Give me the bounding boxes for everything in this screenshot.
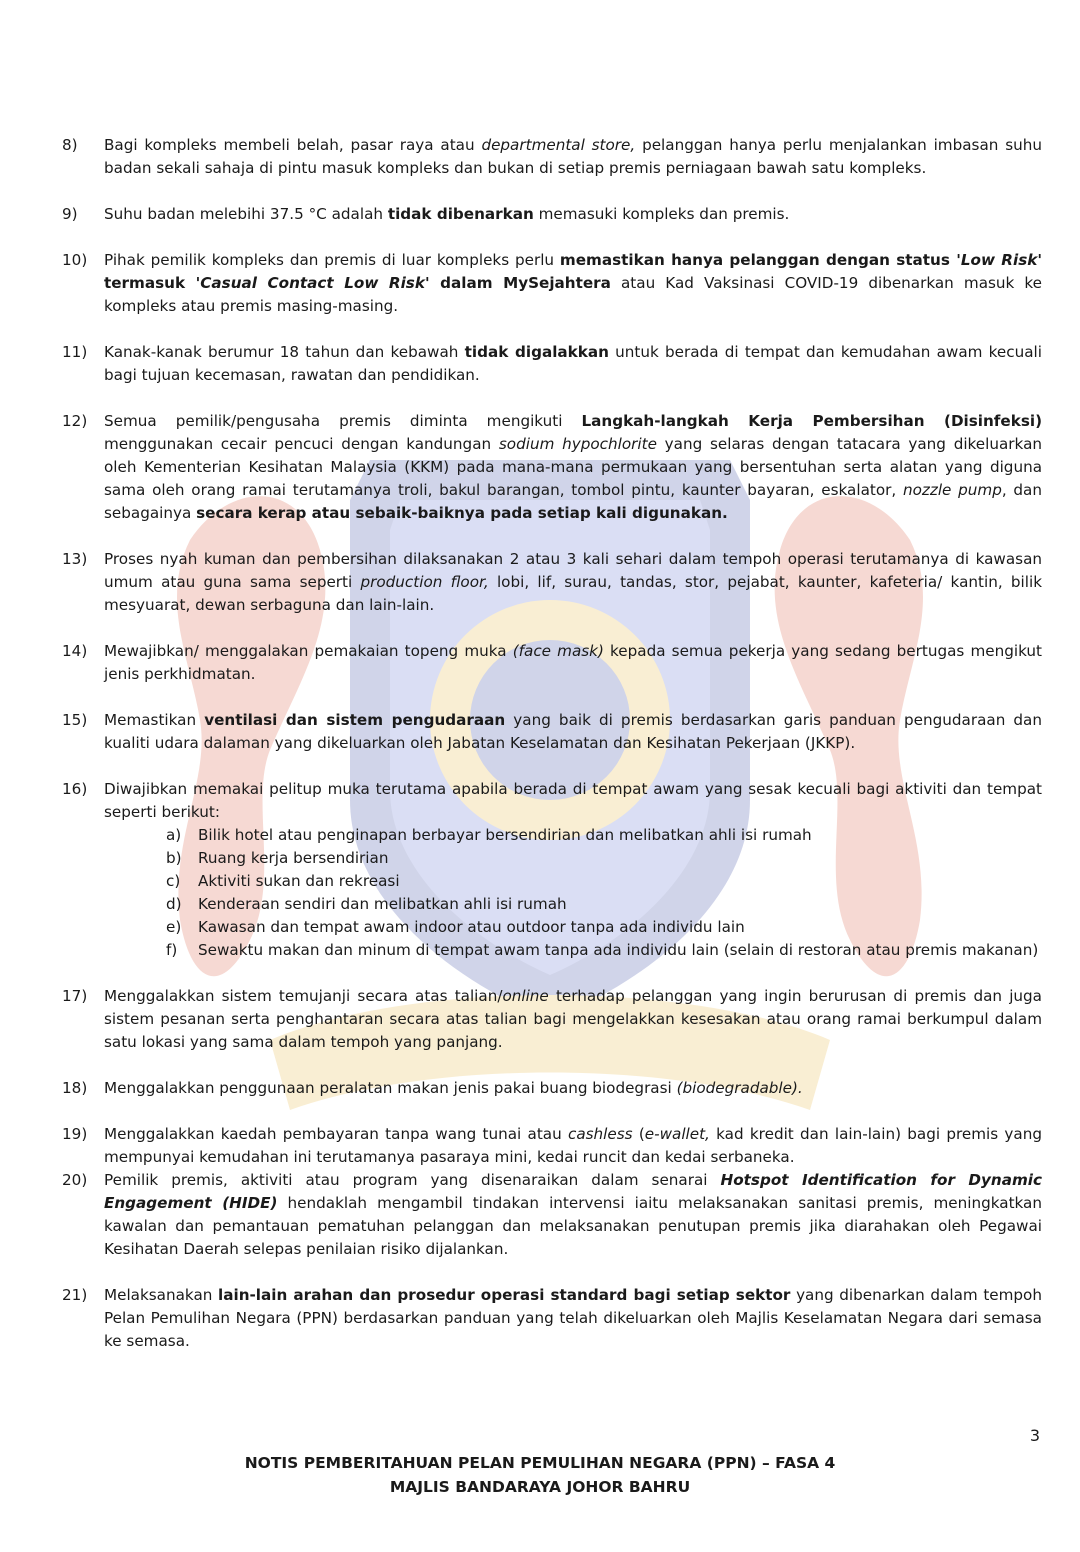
item-number: 8) bbox=[62, 136, 78, 154]
list-item bbox=[62, 410, 1042, 525]
item-text bbox=[104, 249, 1042, 318]
list-item bbox=[62, 134, 1042, 180]
text-run: Hotspot Identification for Dynamic Engagement (HIDE) bbox=[104, 1171, 1043, 1212]
list-item bbox=[62, 1284, 1042, 1353]
item-text bbox=[104, 134, 1042, 180]
list-item bbox=[62, 203, 1042, 226]
item-number: 11) bbox=[62, 343, 88, 361]
text-run: secara kerap atau sebaik-baiknya pada setiap kali digunakan. bbox=[196, 504, 728, 522]
item-list bbox=[62, 134, 1042, 1376]
text-run: dalam MySejahtera bbox=[429, 274, 611, 292]
list-item bbox=[62, 778, 1042, 962]
sub-list-item bbox=[166, 847, 1042, 870]
footer bbox=[0, 1451, 1080, 1499]
text-run: production floor, bbox=[360, 573, 489, 591]
text-run: tidak dibenarkan bbox=[387, 205, 534, 223]
text-run: Kanak-kanak berumur 18 tahun dan kebawah bbox=[104, 343, 465, 361]
text-run: ventilasi dan sistem pengudaraan bbox=[204, 711, 506, 729]
sub-item-text: Bilik hotel atau penginapan berbayar bersendirian dan melibatkan ahli isi rumah bbox=[198, 826, 812, 844]
text-run: terhadap pelanggan yang ingin berurusan di premis dan juga sistem pesanan serta penghantaran secara atas talian bagi mengelakkan kesesakan atau orang ramai berkumpul dalam satu lokasi yang sama dalam tempoh yang panjang. bbox=[104, 987, 1042, 1051]
text-run: hendaklah mengambil tindakan intervensi iaitu melaksanakan sanitasi premis, meningkatkan kawalan dan pemantauan pematuhan pelanggan dan melaksanakan penutupan premis jika diarahakan oleh Pegawai Kesihatan Daerah selepas penilaian risiko dijalankan. bbox=[104, 1194, 1042, 1258]
sub-item-text: Kenderaan sendiri dan melibatkan ahli isi rumah bbox=[198, 895, 567, 913]
item-number: 12) bbox=[62, 412, 88, 430]
item-text bbox=[104, 1169, 1042, 1261]
list-item bbox=[62, 1169, 1042, 1261]
sub-list-item bbox=[166, 824, 1042, 847]
item-text bbox=[104, 410, 1042, 525]
text-run bbox=[956, 251, 1042, 269]
text-run: Menggalakkan sistem temujanji secara atas talian/ bbox=[104, 987, 503, 1005]
item-number: 19) bbox=[62, 1125, 88, 1143]
text-run: lain-lain arahan dan prosedur operasi standard bagi setiap sektor bbox=[218, 1286, 791, 1304]
text-run: 'Low Risk' bbox=[956, 251, 1042, 269]
text-run: online bbox=[502, 987, 549, 1005]
text-run: Melaksanakan bbox=[104, 1286, 219, 1304]
item-number: 10) bbox=[62, 251, 88, 269]
item-text bbox=[104, 985, 1042, 1054]
sub-list-item bbox=[166, 893, 1042, 916]
item-number: 21) bbox=[62, 1286, 88, 1304]
list-item bbox=[62, 709, 1042, 755]
item-text bbox=[104, 548, 1042, 617]
text-run: kad kredit dan lain-lain) bagi premis yang mempunyai kemudahan ini terutamanya pasaraya mini, kedai runcit dan kedai serbaneka. bbox=[104, 1125, 1042, 1166]
text-run: e-wallet, bbox=[644, 1125, 710, 1143]
item-number: 14) bbox=[62, 642, 88, 660]
text-run: Pemilik premis, aktiviti atau program yang disenaraikan dalam senarai bbox=[104, 1171, 721, 1189]
item-number: 13) bbox=[62, 550, 88, 568]
text-run: Mewajibkan/ menggalakan pemakaian topeng muka bbox=[104, 642, 513, 660]
text-run: sodium hypochlorite bbox=[498, 435, 657, 453]
text-run: yang selaras dengan tatacara yang dikeluarkan oleh Kementerian Kesihatan Malaysia (KKM) pada mana-mana permukaan yang bersentuhan serta alatan yang diguna sama oleh orang ramai terutamanya troli, bakul barangan, tombol pintu, kaunter bayaran, eskalator, bbox=[104, 435, 1043, 499]
text-run bbox=[196, 274, 430, 292]
item-text bbox=[104, 203, 1042, 226]
text-run: Memastikan bbox=[104, 711, 205, 729]
text-run: yang baik di premis berdasarkan garis panduan pengudaraan dan kualiti udara dalaman yang dikeluarkan oleh Jabatan Keselamatan dan Kesihatan Pekerjaan (JKKP). bbox=[104, 711, 1042, 752]
text-run: Proses nyah kuman dan pembersihan dilaksanakan 2 atau 3 kali sehari dalam tempoh operasi terutamanya di kawasan umum atau guna sama seperti bbox=[104, 550, 1042, 591]
text-run: tidak digalakkan bbox=[464, 343, 609, 361]
sub-item-letter: a) bbox=[166, 826, 182, 844]
text-run: departmental store, bbox=[481, 136, 636, 154]
text-run: Pihak pemilik kompleks dan premis di luar kompleks perlu bbox=[104, 251, 560, 269]
item-text bbox=[104, 640, 1042, 686]
footer-line-1: NOTIS PEMBERITAHUAN PELAN PEMULIHAN NEGARA (PPN) – FASA 4 bbox=[244, 1454, 836, 1472]
list-item bbox=[62, 640, 1042, 686]
item-text bbox=[104, 1284, 1042, 1353]
item-text bbox=[104, 1123, 1042, 1169]
list-item bbox=[62, 985, 1042, 1054]
text-run: nozzle pump bbox=[902, 481, 1002, 499]
text-run: Menggalakkan kaedah pembayaran tanpa wang tunai atau bbox=[104, 1125, 568, 1143]
text-run: , dan sebagainya bbox=[104, 481, 1042, 522]
text-run: Bagi kompleks membeli belah, pasar raya atau bbox=[104, 136, 482, 154]
item-text bbox=[104, 778, 1042, 962]
sub-list-item bbox=[166, 870, 1042, 893]
text-run: Semua pemilik/pengusaha premis diminta mengikuti bbox=[104, 412, 582, 430]
sub-item-text: Aktiviti sukan dan rekreasi bbox=[198, 872, 400, 890]
text-run: memasuki kompleks dan premis. bbox=[533, 205, 790, 223]
page-number: 3 bbox=[1029, 1426, 1040, 1445]
sub-item-text: Sewaktu makan dan minum di tempat awam tanpa ada individu lain (selain di restoran atau premis makanan) bbox=[198, 941, 1039, 959]
text-run: kepada semua pekerja yang sedang bertugas mengikut jenis perkhidmatan. bbox=[104, 642, 1042, 683]
text-run: menggunakan cecair pencuci dengan kandungan bbox=[104, 435, 499, 453]
text-run: memastikan hanya pelanggan dengan status bbox=[559, 251, 957, 269]
list-item bbox=[62, 249, 1042, 318]
text-run: (face mask) bbox=[512, 642, 604, 660]
sub-list-item bbox=[166, 939, 1042, 962]
text-run: (biodegradable). bbox=[676, 1079, 803, 1097]
text-run: yang dibenarkan dalam tempoh Pelan Pemulihan Negara (PPN) berdasarkan panduan yang telah dikeluarkan oleh Majlis Keselamatan Negara dari semasa ke semasa. bbox=[104, 1286, 1042, 1350]
list-item bbox=[62, 548, 1042, 617]
text-run: Langkah-langkah Kerja Pembersihan (Disinfeksi) bbox=[581, 412, 1043, 430]
sub-item-letter: b) bbox=[166, 849, 182, 867]
sub-item-text: Ruang kerja bersendirian bbox=[198, 849, 389, 867]
item-number: 16) bbox=[62, 780, 88, 798]
item-text bbox=[104, 709, 1042, 755]
text-run: Diwajibkan memakai pelitup muka terutama apabila berada di tempat awam yang sesak kecuali bagi aktiviti dan tempat seperti berikut: bbox=[104, 780, 1042, 821]
item-number: 15) bbox=[62, 711, 88, 729]
text-run: ( bbox=[632, 1125, 645, 1143]
text-run: untuk berada di tempat dan kemudahan awam kecuali bagi tujuan kecemasan, rawatan dan pendidikan. bbox=[104, 343, 1042, 384]
sub-item-text: Kawasan dan tempat awam indoor atau outdoor tanpa ada individu lain bbox=[198, 918, 745, 936]
text-run: Menggalakkan penggunaan peralatan makan jenis pakai buang biodegrasi bbox=[104, 1079, 677, 1097]
text-run: pelanggan hanya perlu menjalankan imbasan suhu badan sekali sahaja di pintu masuk kompleks dan bukan di setiap premis perniagaan bawah satu kompleks. bbox=[104, 136, 1043, 177]
sub-item-letter: f) bbox=[166, 941, 178, 959]
list-item bbox=[62, 1123, 1042, 1169]
text-run: termasuk bbox=[104, 274, 196, 292]
item-number: 17) bbox=[62, 987, 88, 1005]
sub-list-item bbox=[166, 916, 1042, 939]
text-run: Suhu badan melebihi 37.5 °C adalah bbox=[104, 205, 388, 223]
list-item bbox=[62, 1077, 1042, 1100]
text-run: 'Casual Contact Low Risk' bbox=[195, 274, 430, 292]
item-number: 9) bbox=[62, 205, 78, 223]
item-number: 20) bbox=[62, 1171, 88, 1189]
text-run: cashless bbox=[567, 1125, 633, 1143]
item-text bbox=[104, 341, 1042, 387]
sub-item-letter: e) bbox=[166, 918, 182, 936]
item-text bbox=[104, 1077, 1042, 1100]
item-number: 18) bbox=[62, 1079, 88, 1097]
sub-item-letter: d) bbox=[166, 895, 182, 913]
list-item bbox=[62, 341, 1042, 387]
text-run: lobi, lif, surau, tandas, stor, pejabat, kaunter, kafeteria/ kantin, bilik mesyuarat, dewan serbaguna dan lain-lain. bbox=[104, 573, 1042, 614]
footer-line-2: MAJLIS BANDARAYA JOHOR BAHRU bbox=[389, 1478, 691, 1496]
sub-list bbox=[104, 824, 1042, 962]
text-run: atau Kad Vaksinasi COVID-19 dibenarkan masuk ke kompleks atau premis masing-masing. bbox=[104, 274, 1043, 315]
sub-item-letter: c) bbox=[166, 872, 181, 890]
